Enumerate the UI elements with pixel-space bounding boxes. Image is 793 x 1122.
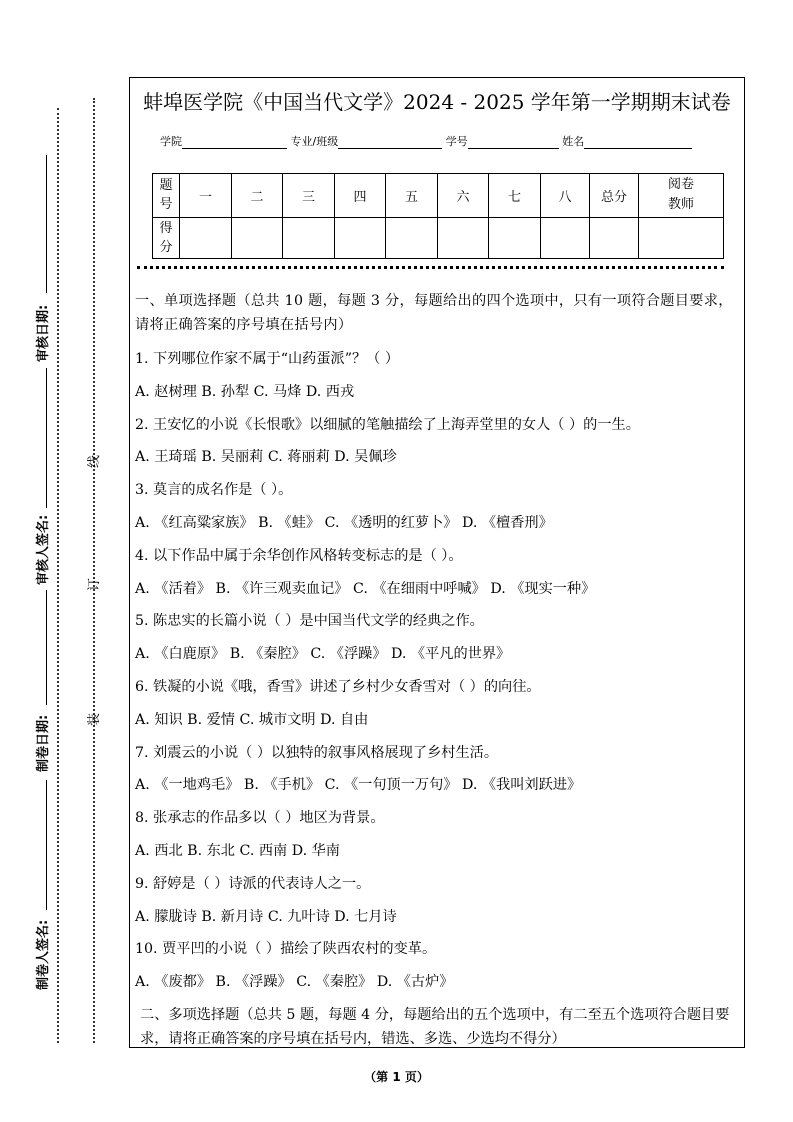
score-cell-total[interactable]: [590, 217, 639, 258]
major-blank[interactable]: [338, 136, 442, 149]
options-5: A. 《白鹿原》 B. 《秦腔》 C. 《浮躁》 D. 《平凡的世界》: [135, 646, 511, 663]
col-header: 五: [386, 174, 438, 218]
question-10: 10. 贾平凹的小说（ ）描绘了陕西农村的变革。: [135, 941, 437, 958]
bind-mark-ding: 订: [87, 577, 103, 592]
student-no-label: 学号: [445, 135, 468, 148]
student-no-blank[interactable]: [468, 136, 559, 149]
score-cell[interactable]: [489, 217, 541, 258]
section1-heading: 一、单项选择题（总共 10 题，每题 3 分，每题给出的四个选项中，只有一项符合题目要求，请将正确答案的序号填在括号内）: [135, 293, 733, 333]
reviewer-sign-line: [46, 368, 47, 508]
score-cell[interactable]: [283, 217, 335, 258]
score-cell[interactable]: [335, 217, 386, 258]
question-4: 4. 以下作品中属于余华创作风格转变标志的是（ ）。: [135, 547, 463, 564]
options-2: A. 王琦瑶 B. 吴丽莉 C. 蒋丽莉 D. 吴佩珍: [135, 449, 397, 466]
prepare-date-line: [46, 590, 47, 705]
col-header-grader: 阅卷教师: [639, 174, 724, 218]
question-7: 7. 刘震云的小说（ ）以独特的叙事风格展现了乡村生活。: [135, 744, 499, 761]
dotted-separator: [137, 266, 724, 269]
col-header: 二: [232, 174, 283, 218]
binding-dotted-line: [57, 108, 59, 1043]
prepare-date-label: 制卷日期:: [36, 714, 51, 772]
question-2: 2. 王安忆的小说《长恨歌》以细腻的笔触描绘了上海弄堂里的女人（ ）的一生。: [135, 416, 640, 433]
options-6: A. 知识 B. 爱情 C. 城市文明 D. 自由: [135, 711, 369, 728]
score-cell[interactable]: [180, 217, 232, 258]
col-header-total: 总分: [590, 174, 639, 218]
question-8: 8. 张承志的作品多以（ ）地区为背景。: [135, 810, 385, 827]
name-label: 姓名: [562, 135, 585, 148]
options-9: A. 朦胧诗 B. 新月诗 C. 九叶诗 D. 七月诗: [135, 908, 397, 925]
score-cell[interactable]: [386, 217, 438, 258]
col-header: 三: [283, 174, 335, 218]
question-9: 9. 舒婷是（ ）诗派的代表诗人之一。: [135, 875, 371, 892]
col-header: 四: [335, 174, 386, 218]
col-header: 七: [489, 174, 541, 218]
col-header: 一: [180, 174, 232, 218]
score-table: [152, 173, 724, 259]
score-table-score-row: [153, 217, 724, 258]
score-table-header-row: [153, 174, 724, 218]
question-1: 1. 下列哪位作家不属于“山药蛋派”？（ ）: [135, 351, 400, 367]
question-3: 3. 莫言的成名作是（ ）。: [135, 482, 293, 499]
col-header: 八: [541, 174, 590, 218]
row-label-score: 得分: [153, 217, 180, 258]
options-3: A. 《红高粱家族》 B. 《蛙》 C. 《透明的红萝卜》 D. 《檀香刑》: [135, 514, 553, 531]
bind-mark-zhuang: 装: [87, 712, 103, 727]
college-label: 学院: [160, 135, 182, 148]
question-5: 5. 陈忠实的长篇小说（ ）是中国当代文学的经典之作。: [135, 613, 484, 630]
options-4: A. 《活着》 B. 《许三观卖血记》 C. 《在细雨中呼喊》 D. 《现实一种》: [135, 580, 596, 597]
review-date-label: 审核日期:: [36, 304, 51, 362]
student-info-row: [160, 133, 692, 149]
page-title: 蚌埠医学院《中国当代文学》2024 - 2025 学年第一学期期末试卷: [143, 90, 731, 114]
name-blank[interactable]: [584, 136, 692, 149]
review-date-line: [46, 155, 47, 293]
score-cell-grader[interactable]: [639, 217, 724, 258]
options-7: A. 《一地鸡毛》 B. 《手机》 C. 《一句顶一万句》 D. 《我叫刘跃进》: [135, 777, 582, 794]
major-label: 专业/班级: [290, 135, 339, 148]
score-cell[interactable]: [438, 217, 489, 258]
score-cell[interactable]: [541, 217, 590, 258]
score-cell[interactable]: [232, 217, 283, 258]
options-10: A. 《废都》 B. 《浮躁》 C. 《秦腔》 D. 《古炉》: [135, 974, 454, 991]
options-8: A. 西北 B. 东北 C. 西南 D. 华南: [135, 842, 340, 859]
exam-content: [135, 289, 741, 1051]
section2-heading: 二、多项选择题（总共 5 题，每题 4 分，每题给出的五个选项中，有二至五个选项符合题目要求，请将正确答案的序号填在括号内，错选、多选、少选均不得分）: [140, 1006, 730, 1047]
preparer-sign-label: 制卷人签名:: [36, 919, 51, 990]
bind-mark-xian: 线: [87, 454, 103, 469]
preparer-sign-line: [46, 780, 47, 910]
reviewer-sign-label: 审核人签名:: [36, 514, 51, 585]
options-1: A. 赵树理 B. 孙犁 C. 马烽 D. 西戎: [135, 383, 355, 400]
binding-dotted-line: [93, 98, 95, 1043]
page-number: （第 1 页）: [364, 1070, 429, 1084]
question-6: 6. 铁凝的小说《哦，香雪》讲述了乡村少女香雪对（ ）的向往。: [135, 678, 541, 695]
col-header: 六: [438, 174, 489, 218]
row-label-number: 题号: [153, 174, 180, 218]
college-blank[interactable]: [182, 136, 287, 149]
